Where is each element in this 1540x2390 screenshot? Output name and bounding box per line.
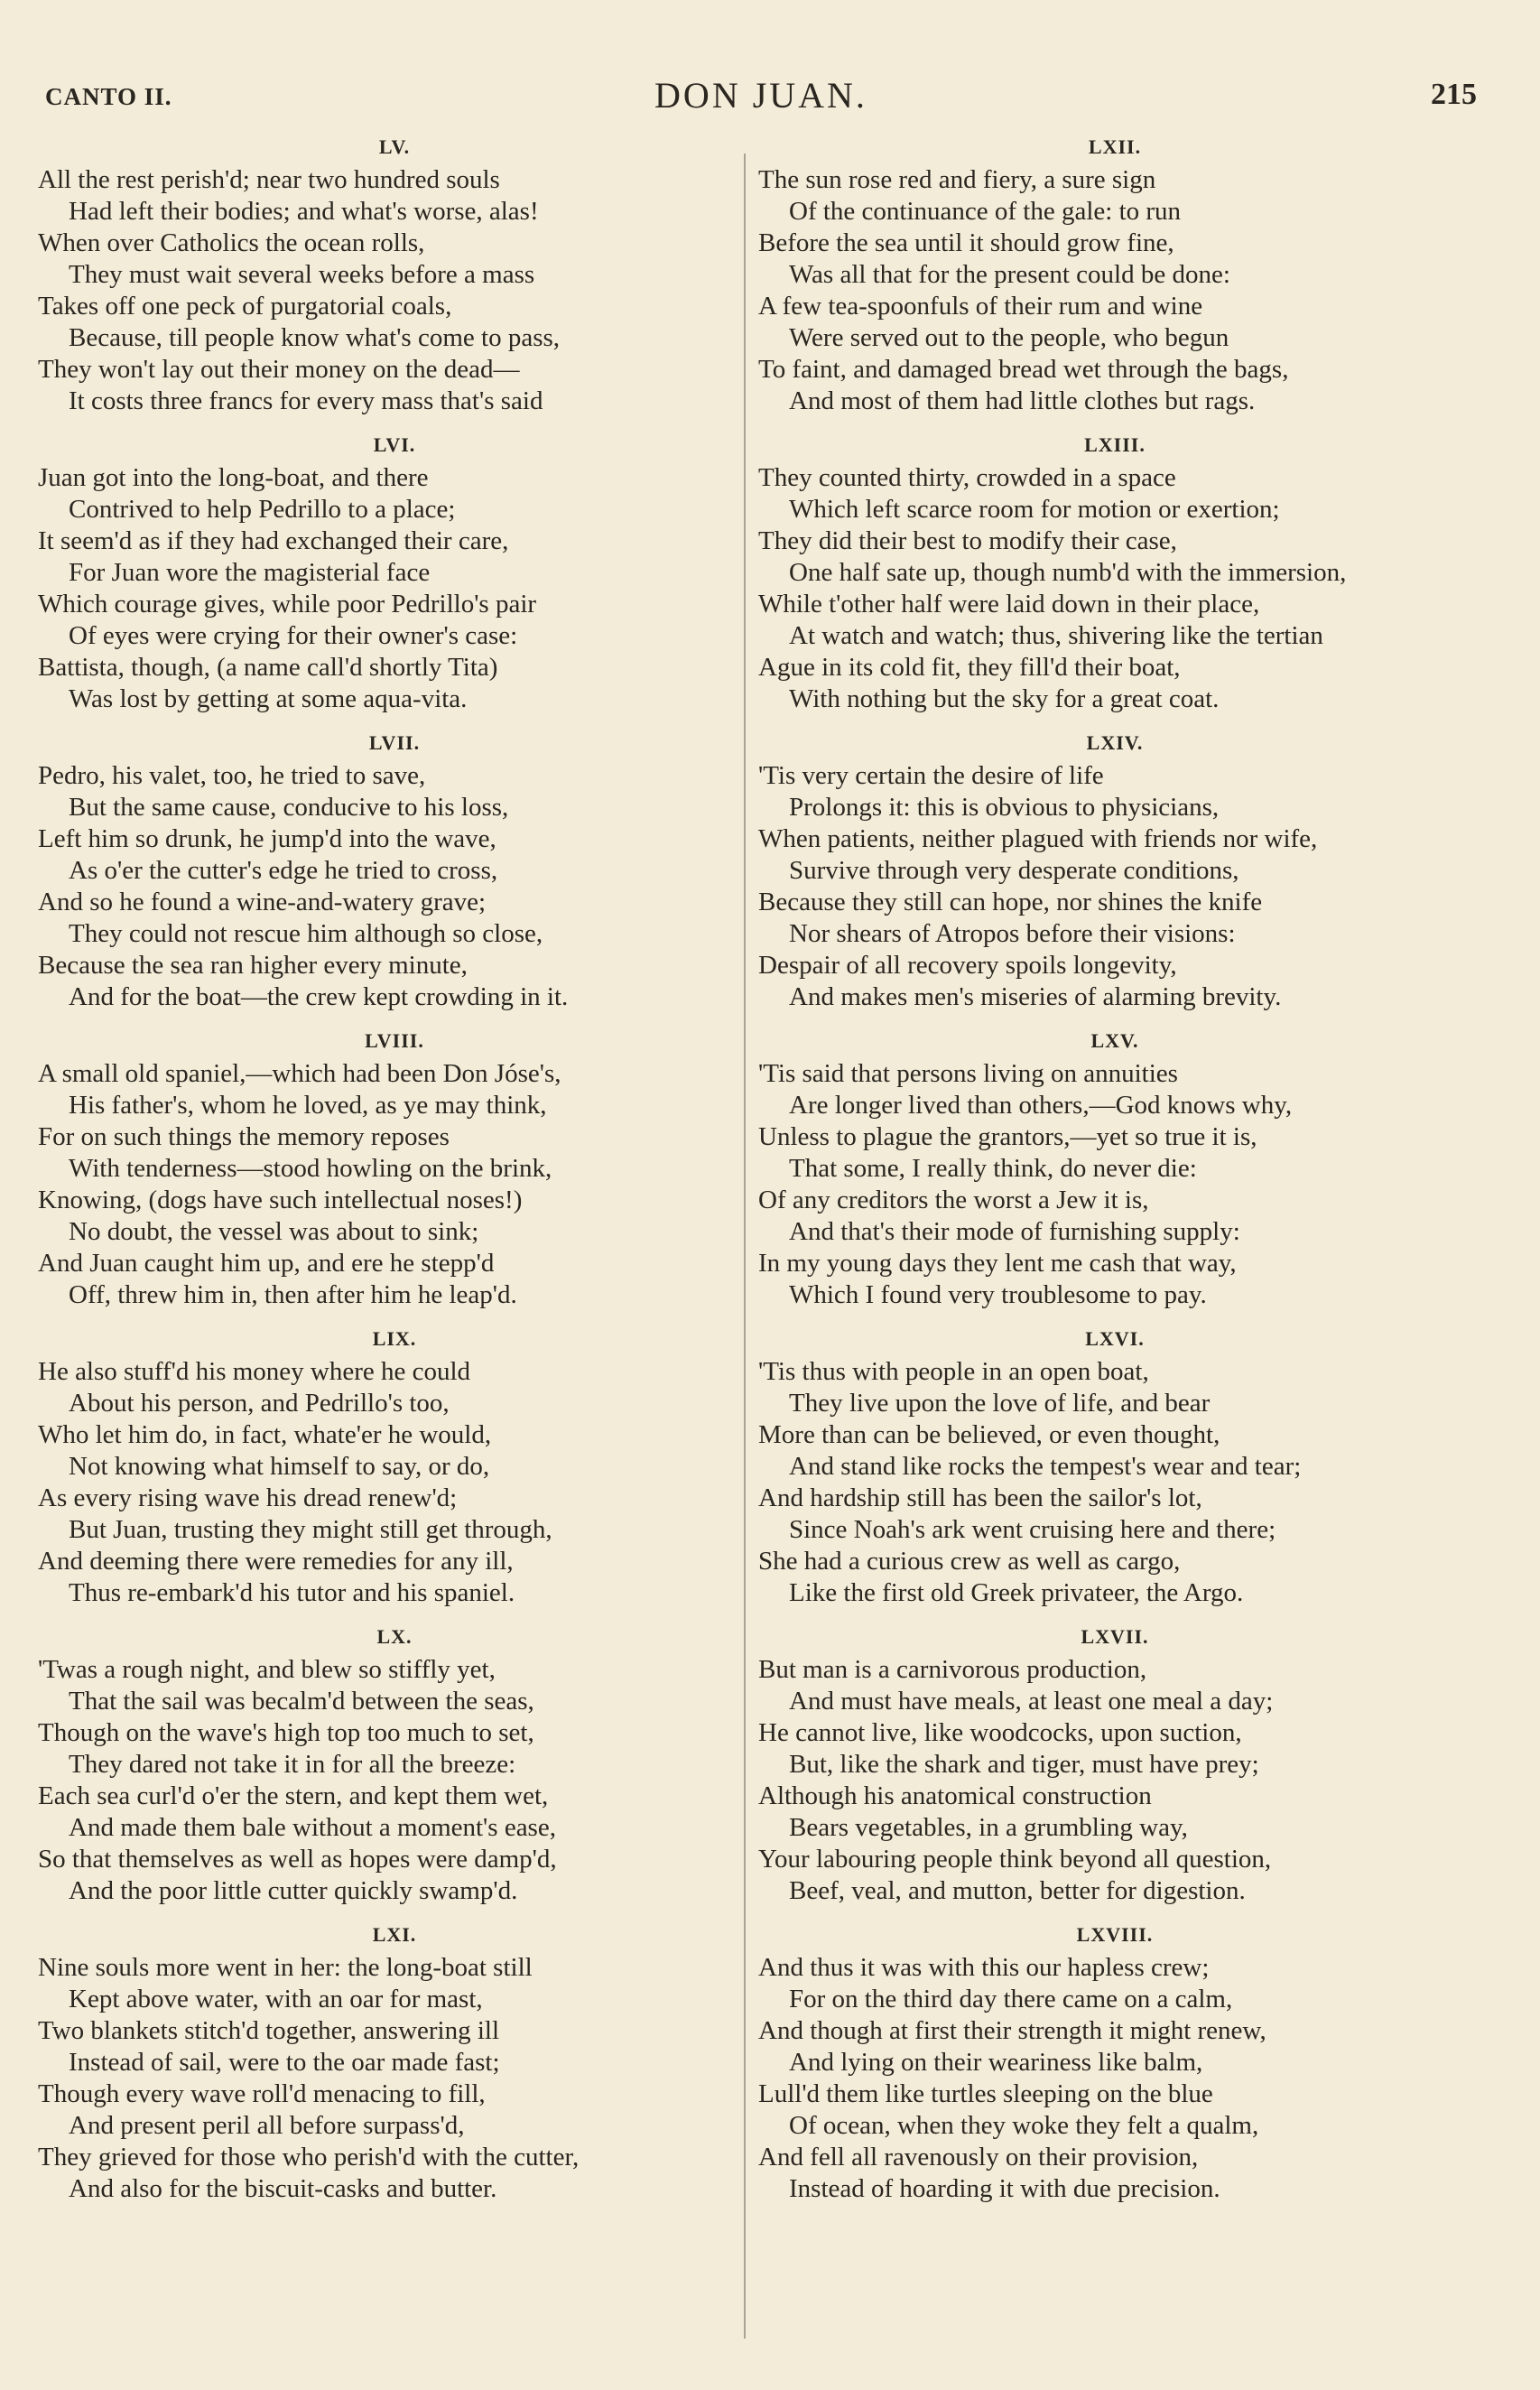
verse-line: And though at first their strength it might renew, bbox=[758, 2016, 1266, 2045]
verse-line: Unless to plague the grantors,—yet so true it is, bbox=[758, 1122, 1257, 1151]
verse-line: But man is a carnivorous production, bbox=[758, 1655, 1147, 1684]
stanza-number: LVI. bbox=[373, 433, 416, 456]
verse-line: 'Twas a rough night, and blew so stiffly yet, bbox=[38, 1655, 496, 1684]
verse-line: Knowing, (dogs have such intellectual noses!) bbox=[38, 1186, 523, 1214]
verse-line: And for the boat—the crew kept crowding in it. bbox=[69, 982, 569, 1011]
verse-line: It costs three francs for every mass that's said bbox=[69, 386, 543, 415]
verse-line: While t'other half were laid down in their place, bbox=[758, 590, 1260, 618]
verse-line: For Juan wore the magisterial face bbox=[69, 558, 431, 587]
verse-line: At watch and watch; thus, shivering like the tertian bbox=[789, 621, 1323, 650]
verse-line: Survive through very desperate conditions, bbox=[789, 856, 1239, 885]
verse-line: They live upon the love of life, and bear bbox=[789, 1389, 1211, 1418]
verse-line: They did their best to modify their case, bbox=[758, 526, 1177, 555]
verse-line: One half sate up, though numb'd with the immersion, bbox=[789, 558, 1347, 587]
verse-line: Of any creditors the worst a Jew it is, bbox=[758, 1186, 1149, 1214]
verse-line: 'Tis said that persons living on annuities bbox=[758, 1059, 1178, 1088]
verse-line: In my young days they lent me cash that way, bbox=[758, 1249, 1237, 1278]
verse-line: Because they still can hope, nor shines the knife bbox=[758, 888, 1263, 916]
stanza bbox=[38, 1031, 751, 1311]
verse-line: Not knowing what himself to say, or do, bbox=[69, 1452, 490, 1481]
verse-line: He also stuff'd his money where he could bbox=[38, 1357, 471, 1386]
verse-line: Who let him do, in fact, whate'er he would, bbox=[38, 1420, 492, 1449]
verse-line: It seem'd as if they had exchanged their care, bbox=[38, 526, 509, 555]
left-column bbox=[38, 137, 751, 2223]
verse-line: To faint, and damaged bread wet through the bags, bbox=[758, 355, 1289, 384]
verse-line: Lull'd them like turtles sleeping on the blue bbox=[758, 2079, 1213, 2108]
right-column bbox=[758, 137, 1471, 2223]
verse-line: All the rest perish'd; near two hundred souls bbox=[38, 165, 500, 194]
verse-line: They won't lay out their money on the dead— bbox=[38, 355, 520, 384]
stanza-number: LXII. bbox=[1088, 135, 1142, 158]
verse-line: No doubt, the vessel was about to sink; bbox=[69, 1217, 479, 1246]
stanza bbox=[38, 435, 751, 715]
verse-line: Battista, though, (a name call'd shortly Tita) bbox=[38, 653, 498, 682]
verse-line: A small old spaniel,—which had been Don Jóse's, bbox=[38, 1059, 561, 1088]
verse-line: They could not rescue him although so close, bbox=[69, 919, 543, 948]
verse-line: Beef, veal, and mutton, better for digestion. bbox=[789, 1876, 1246, 1905]
verse-line: That the sail was becalm'd between the seas, bbox=[69, 1687, 534, 1716]
verse-line: Off, threw him in, then after him he leap'd. bbox=[69, 1280, 517, 1309]
stanza bbox=[38, 1627, 751, 1907]
verse-line: Of ocean, when they woke they felt a qualm, bbox=[789, 2111, 1259, 2140]
verse-line: Of the continuance of the gale: to run bbox=[789, 197, 1182, 226]
verse-line: 'Tis thus with people in an open boat, bbox=[758, 1357, 1149, 1386]
verse-line: And deeming there were remedies for any ill, bbox=[38, 1547, 514, 1576]
verse-line: Although his anatomical construction bbox=[758, 1781, 1152, 1810]
verse-line: More than can be believed, or even thought, bbox=[758, 1420, 1220, 1449]
stanza bbox=[758, 1031, 1471, 1311]
verse-line: And most of them had little clothes but rags. bbox=[789, 386, 1256, 415]
verse-line: Of eyes were crying for their owner's case: bbox=[69, 621, 518, 650]
verse-line: Thus re-embark'd his tutor and his spaniel. bbox=[69, 1578, 515, 1607]
verse-line: Bears vegetables, in a grumbling way, bbox=[789, 1813, 1188, 1842]
stanza-number: LIX. bbox=[372, 1327, 417, 1350]
stanza bbox=[38, 137, 751, 417]
verse-line: And also for the biscuit-casks and butter. bbox=[69, 2174, 497, 2203]
verse-line: Because, till people know what's come to pass, bbox=[69, 323, 561, 352]
verse-line: Before the sea until it should grow fine, bbox=[758, 228, 1174, 257]
stanza-number: LXIV. bbox=[1086, 731, 1144, 754]
verse-line: Nor shears of Atropos before their visions: bbox=[789, 919, 1236, 948]
verse-line: As every rising wave his dread renew'd; bbox=[38, 1483, 458, 1512]
verse-line: Since Noah's ark went cruising here and there; bbox=[789, 1515, 1276, 1544]
verse-line: Are longer lived than others,—God knows why, bbox=[789, 1091, 1293, 1120]
verse-line: And Juan caught him up, and ere he stepp'd bbox=[38, 1249, 495, 1278]
verse-line: Pedro, his valet, too, he tried to save, bbox=[38, 761, 426, 790]
verse-line: Because the sea ran higher every minute, bbox=[38, 951, 468, 980]
verse-line: They counted thirty, crowded in a space bbox=[758, 463, 1176, 492]
verse-line: And the poor little cutter quickly swamp'd. bbox=[69, 1876, 518, 1905]
verse-line: Your labouring people think beyond all question, bbox=[758, 1845, 1272, 1874]
verse-line: Juan got into the long-boat, and there bbox=[38, 463, 429, 492]
verse-line: When over Catholics the ocean rolls, bbox=[38, 228, 425, 257]
stanza bbox=[758, 1329, 1471, 1609]
page-title: DON JUAN. bbox=[654, 75, 867, 116]
verse-line: Left him so drunk, he jump'd into the wave, bbox=[38, 824, 496, 853]
stanza-number: LXIII. bbox=[1084, 433, 1146, 456]
verse-line: They grieved for those who perish'd with the cutter, bbox=[38, 2143, 580, 2171]
verse-line: A few tea-spoonfuls of their rum and wine bbox=[758, 292, 1203, 321]
verse-line: Though every wave roll'd menacing to fill, bbox=[38, 2079, 486, 2108]
verse-line: When patients, neither plagued with friends nor wife, bbox=[758, 824, 1318, 853]
verse-line: The sun rose red and fiery, a sure sign bbox=[758, 165, 1156, 194]
stanza bbox=[38, 733, 751, 1013]
verse-line: His father's, whom he loved, as ye may think, bbox=[69, 1091, 547, 1120]
stanza-number: LXI. bbox=[372, 1923, 417, 1946]
canto-label: CANTO II. bbox=[45, 83, 172, 110]
verse-line: And stand like rocks the tempest's wear and tear; bbox=[789, 1452, 1302, 1481]
verse-line: And so he found a wine-and-watery grave; bbox=[38, 888, 487, 916]
verse-line: Which I found very troublesome to pay. bbox=[789, 1280, 1207, 1309]
verse-line: She had a curious crew as well as cargo, bbox=[758, 1547, 1181, 1576]
verse-line: Kept above water, with an oar for mast, bbox=[69, 1985, 483, 2013]
verse-line: Takes off one peck of purgatorial coals, bbox=[38, 292, 452, 321]
verse-line: And fell all ravenously on their provision, bbox=[758, 2143, 1199, 2171]
verse-line: That some, I really think, do never die: bbox=[789, 1154, 1197, 1183]
verse-line: Contrived to help Pedrillo to a place; bbox=[69, 495, 456, 524]
stanza-number: LXV. bbox=[1090, 1029, 1139, 1052]
verse-line: And made them bale without a moment's ease, bbox=[69, 1813, 556, 1842]
verse-line: But, like the shark and tiger, must have prey; bbox=[789, 1750, 1259, 1779]
verse-line: Was lost by getting at some aqua-vita. bbox=[69, 684, 468, 713]
stanza-number: LXVI. bbox=[1085, 1327, 1145, 1350]
verse-line: And must have meals, at least one meal a day; bbox=[789, 1687, 1274, 1716]
verse-line: Was all that for the present could be done: bbox=[789, 260, 1230, 289]
stanza-number: LXVII. bbox=[1081, 1625, 1149, 1648]
stanza bbox=[38, 1925, 751, 2205]
verse-line: But Juan, trusting they might still get through, bbox=[69, 1515, 552, 1544]
verse-line: About his person, and Pedrillo's too, bbox=[69, 1389, 450, 1418]
verse-line: And present peril all before surpass'd, bbox=[69, 2111, 465, 2140]
stanza-number: LXVIII. bbox=[1076, 1923, 1154, 1946]
verse-line: He cannot live, like woodcocks, upon suction, bbox=[758, 1718, 1242, 1747]
running-head bbox=[45, 74, 1477, 119]
verse-line: With tenderness—stood howling on the brink, bbox=[69, 1154, 552, 1183]
stanza-number: LVIII. bbox=[365, 1029, 424, 1052]
verse-line: For on the third day there came on a calm, bbox=[789, 1985, 1233, 2013]
stanza-number: LV. bbox=[378, 135, 411, 158]
stanza-number: LX. bbox=[376, 1625, 413, 1648]
verse-line: With nothing but the sky for a great coat. bbox=[789, 684, 1220, 713]
verse-line: And lying on their weariness like balm, bbox=[789, 2048, 1203, 2077]
stanza-number: LVII. bbox=[368, 731, 421, 754]
stanza bbox=[758, 1627, 1471, 1907]
verse-line: Like the first old Greek privateer, the Argo. bbox=[789, 1578, 1244, 1607]
verse-line: Prolongs it: this is obvious to physicians, bbox=[789, 793, 1220, 822]
verse-line: Were served out to the people, who begun bbox=[789, 323, 1229, 352]
verse-line: Ague in its cold fit, they fill'd their boat, bbox=[758, 653, 1181, 682]
verse-line: Two blankets stitch'd together, answering ill bbox=[38, 2016, 500, 2045]
verse-line: Though on the wave's high top too much to set, bbox=[38, 1718, 534, 1747]
verse-line: And makes men's miseries of alarming brevity. bbox=[789, 982, 1282, 1011]
verse-line: So that themselves as well as hopes were damp'd, bbox=[38, 1845, 557, 1874]
verse-line: 'Tis very certain the desire of life bbox=[758, 761, 1104, 790]
verse-line: Each sea curl'd o'er the stern, and kept them wet, bbox=[38, 1781, 549, 1810]
page-number: 215 bbox=[1431, 78, 1477, 111]
verse-line: And that's their mode of furnishing supply: bbox=[789, 1217, 1240, 1246]
verse-line: But the same cause, conducive to his loss, bbox=[69, 793, 509, 822]
verse-line: Instead of sail, were to the oar made fast; bbox=[69, 2048, 500, 2077]
verse-line: Despair of all recovery spoils longevity, bbox=[758, 951, 1177, 980]
verse-line: Which left scarce room for motion or exertion; bbox=[789, 495, 1280, 524]
verse-line: For on such things the memory reposes bbox=[38, 1122, 450, 1151]
verse-line: Had left their bodies; and what's worse, alas! bbox=[69, 197, 539, 226]
verse-line: They must wait several weeks before a mass bbox=[69, 260, 535, 289]
verse-line: And hardship still has been the sailor's lot, bbox=[758, 1483, 1202, 1512]
stanza bbox=[758, 137, 1471, 417]
stanza bbox=[758, 1925, 1471, 2205]
verse-line: And thus it was with this our hapless crew; bbox=[758, 1953, 1210, 1982]
verse-line: As o'er the cutter's edge he tried to cross, bbox=[69, 856, 498, 885]
stanza bbox=[38, 1329, 751, 1609]
verse-line: They dared not take it in for all the breeze: bbox=[69, 1750, 516, 1779]
verse-line: Instead of hoarding it with due precision. bbox=[789, 2174, 1220, 2203]
stanza bbox=[758, 435, 1471, 715]
verse-line: Which courage gives, while poor Pedrillo's pair bbox=[38, 590, 537, 618]
verse-line: Nine souls more went in her: the long-boat still bbox=[38, 1953, 533, 1982]
stanza bbox=[758, 733, 1471, 1013]
